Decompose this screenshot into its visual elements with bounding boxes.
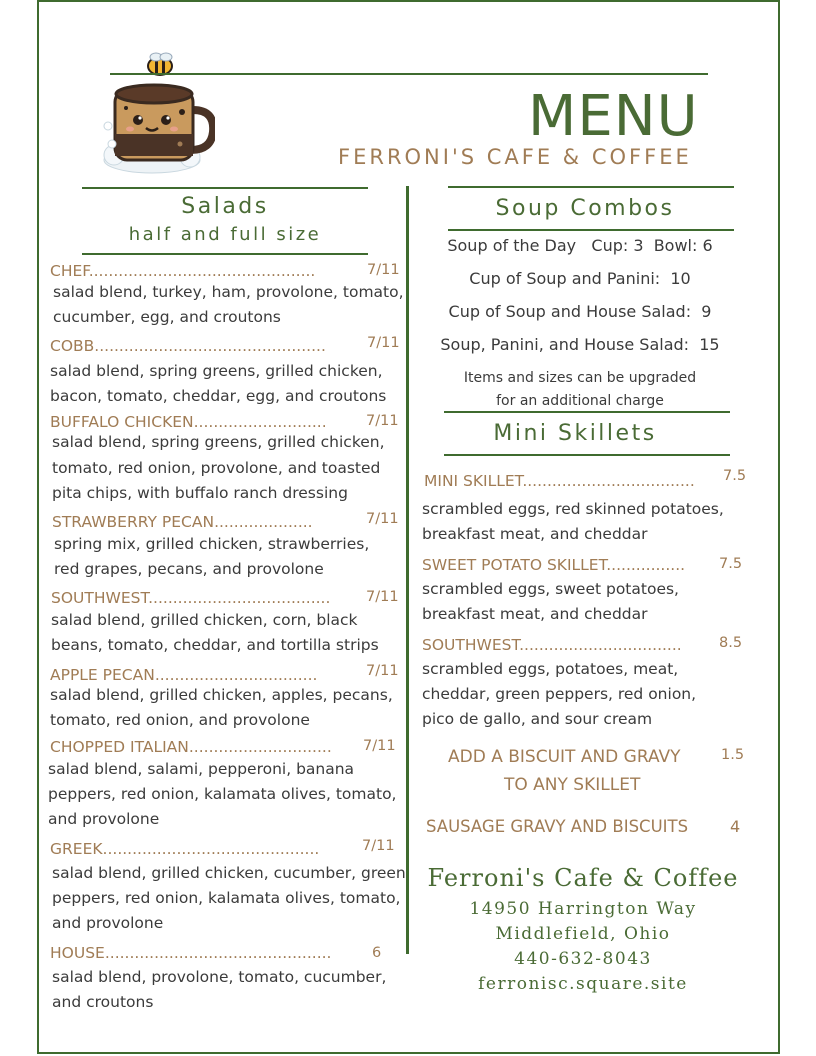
soup-combo-line: Soup, Panini, and House Salad: 15 (440, 335, 720, 354)
sausage-gravy-price: 4 (730, 817, 741, 836)
footer-address: 14950 Harrington Way (469, 899, 697, 919)
salad-item-price: 7/11 (363, 738, 396, 754)
salad-item-desc: peppers, red onion, kalamata olives, tomato, (52, 889, 401, 907)
salad-item-desc: salad blend, spring greens, grilled chicken, (50, 362, 383, 380)
salad-item-desc: salad blend, grilled chicken, cucumber, green (52, 864, 406, 882)
salad-item-desc: tomato, red onion, provolone, and toasted (52, 459, 381, 477)
footer-city: Middlefield, Ohio (495, 924, 671, 944)
salad-item-desc: spring mix, grilled chicken, strawberries, (54, 535, 370, 553)
soup-combo-line: Cup of Soup and Panini: 10 (469, 269, 691, 288)
salad-item-desc: and provolone (48, 810, 160, 828)
skillet-item-desc: scrambled eggs, red skinned potatoes, (422, 500, 724, 518)
salad-item-name: HOUSE.............................................. (50, 944, 332, 962)
footer-website: ferronisc.square.site (478, 974, 688, 994)
salad-item-desc: cucumber, egg, and croutons (53, 308, 281, 326)
salad-item-desc: beans, tomato, cheddar, and tortilla strips (51, 636, 379, 654)
soup-rule-top (448, 186, 734, 188)
coffee-mug-with-bee-icon (100, 52, 215, 182)
skillet-item-price: 7.5 (719, 556, 743, 572)
skillet-item-desc: scrambled eggs, sweet potatoes, (422, 580, 679, 598)
salads-rule-top (82, 187, 368, 189)
mini-skillets-heading: Mini Skillets (493, 421, 657, 446)
soup-combo-line: Soup of the Day Cup: 3 Bowl: 6 (447, 236, 713, 255)
footer-cafe-name: Ferroni's Cafe & Coffee (427, 864, 739, 892)
skillet-item-price: 8.5 (719, 635, 743, 651)
soup-combos-heading: Soup Combos (495, 196, 675, 221)
salad-item-name: STRAWBERRY PECAN.................... (52, 513, 313, 531)
salads-rule-bottom (82, 253, 368, 255)
soup-rule-bottom (448, 229, 734, 231)
salad-item-desc: tomato, red onion, and provolone (50, 711, 310, 729)
salad-item-price: 7/11 (366, 511, 399, 527)
footer-phone: 440-632-8043 (514, 949, 652, 969)
biscuit-addon-price: 1.5 (721, 747, 745, 763)
salad-item-name: SOUTHWEST..................................... (51, 589, 331, 607)
skillet-item-name: MINI SKILLET................................... (424, 472, 695, 490)
salad-item-name: COBB............................................... (50, 337, 326, 355)
salads-subheading: half and full size (128, 224, 322, 245)
salad-item-price: 7/11 (367, 262, 400, 278)
salad-item-price: 7/11 (366, 663, 399, 679)
biscuit-addon-line: TO ANY SKILLET (504, 775, 641, 795)
page-title: MENU (528, 84, 699, 149)
skillet-item-desc: scrambled eggs, potatoes, meat, (422, 660, 679, 678)
salad-item-price: 7/11 (366, 413, 399, 429)
skillets-rule-top (444, 411, 730, 413)
upgrade-note: for an additional charge (496, 393, 664, 409)
cafe-subtitle: FERRONI'S CAFE & COFFEE (338, 145, 692, 169)
skillet-item-name: SWEET POTATO SKILLET................ (422, 556, 686, 574)
salad-item-name: APPLE PECAN................................. (50, 666, 318, 684)
column-divider (406, 186, 409, 954)
salad-item-desc: peppers, red onion, kalamata olives, tomato, (48, 785, 397, 803)
salad-item-desc: salad blend, provolone, tomato, cucumber, (52, 968, 387, 986)
salad-item-desc: salad blend, salami, pepperoni, banana (48, 760, 355, 778)
salad-item-desc: salad blend, grilled chicken, corn, black (51, 611, 358, 629)
salad-item-desc: and provolone (52, 914, 164, 932)
salad-item-desc: bacon, tomato, cheddar, egg, and croutons (50, 387, 387, 405)
salad-item-name: CHEF.............................................. (50, 262, 316, 280)
salad-item-desc: red grapes, pecans, and provolone (54, 560, 324, 578)
salad-item-price: 7/11 (366, 589, 399, 605)
skillet-item-desc: breakfast meat, and cheddar (422, 525, 648, 543)
skillet-item-desc: breakfast meat, and cheddar (422, 605, 648, 623)
biscuit-addon-line: ADD A BISCUIT AND GRAVY (448, 747, 681, 767)
skillet-item-desc: pico de gallo, and sour cream (422, 710, 653, 728)
soup-combo-line: Cup of Soup and House Salad: 9 (448, 302, 712, 321)
header-rule (110, 73, 708, 75)
skillets-rule-bottom (444, 454, 730, 456)
salad-item-name: CHOPPED ITALIAN............................. (50, 738, 332, 756)
salad-item-name: BUFFALO CHICKEN........................... (50, 413, 327, 431)
salad-item-price: 7/11 (362, 838, 395, 854)
skillet-item-name: SOUTHWEST................................. (422, 636, 682, 654)
upgrade-note: Items and sizes can be upgraded (463, 370, 697, 386)
sausage-gravy-item: SAUSAGE GRAVY AND BISCUITS (426, 817, 689, 836)
skillet-item-price: 7.5 (723, 468, 747, 484)
salad-item-desc: salad blend, spring greens, grilled chicken, (52, 433, 385, 451)
skillet-item-desc: cheddar, green peppers, red onion, (422, 685, 697, 703)
salad-item-desc: salad blend, turkey, ham, provolone, tomato, (53, 283, 404, 301)
salad-item-desc: pita chips, with buffalo ranch dressing (52, 484, 348, 502)
salad-item-desc: and croutons (52, 993, 154, 1011)
salad-item-desc: salad blend, grilled chicken, apples, pecans, (50, 686, 393, 704)
salads-heading: Salads (181, 194, 269, 219)
salad-item-price: 7/11 (367, 335, 400, 351)
salad-item-price: 6 (372, 945, 382, 961)
salad-item-name: GREEK............................................ (50, 840, 320, 858)
